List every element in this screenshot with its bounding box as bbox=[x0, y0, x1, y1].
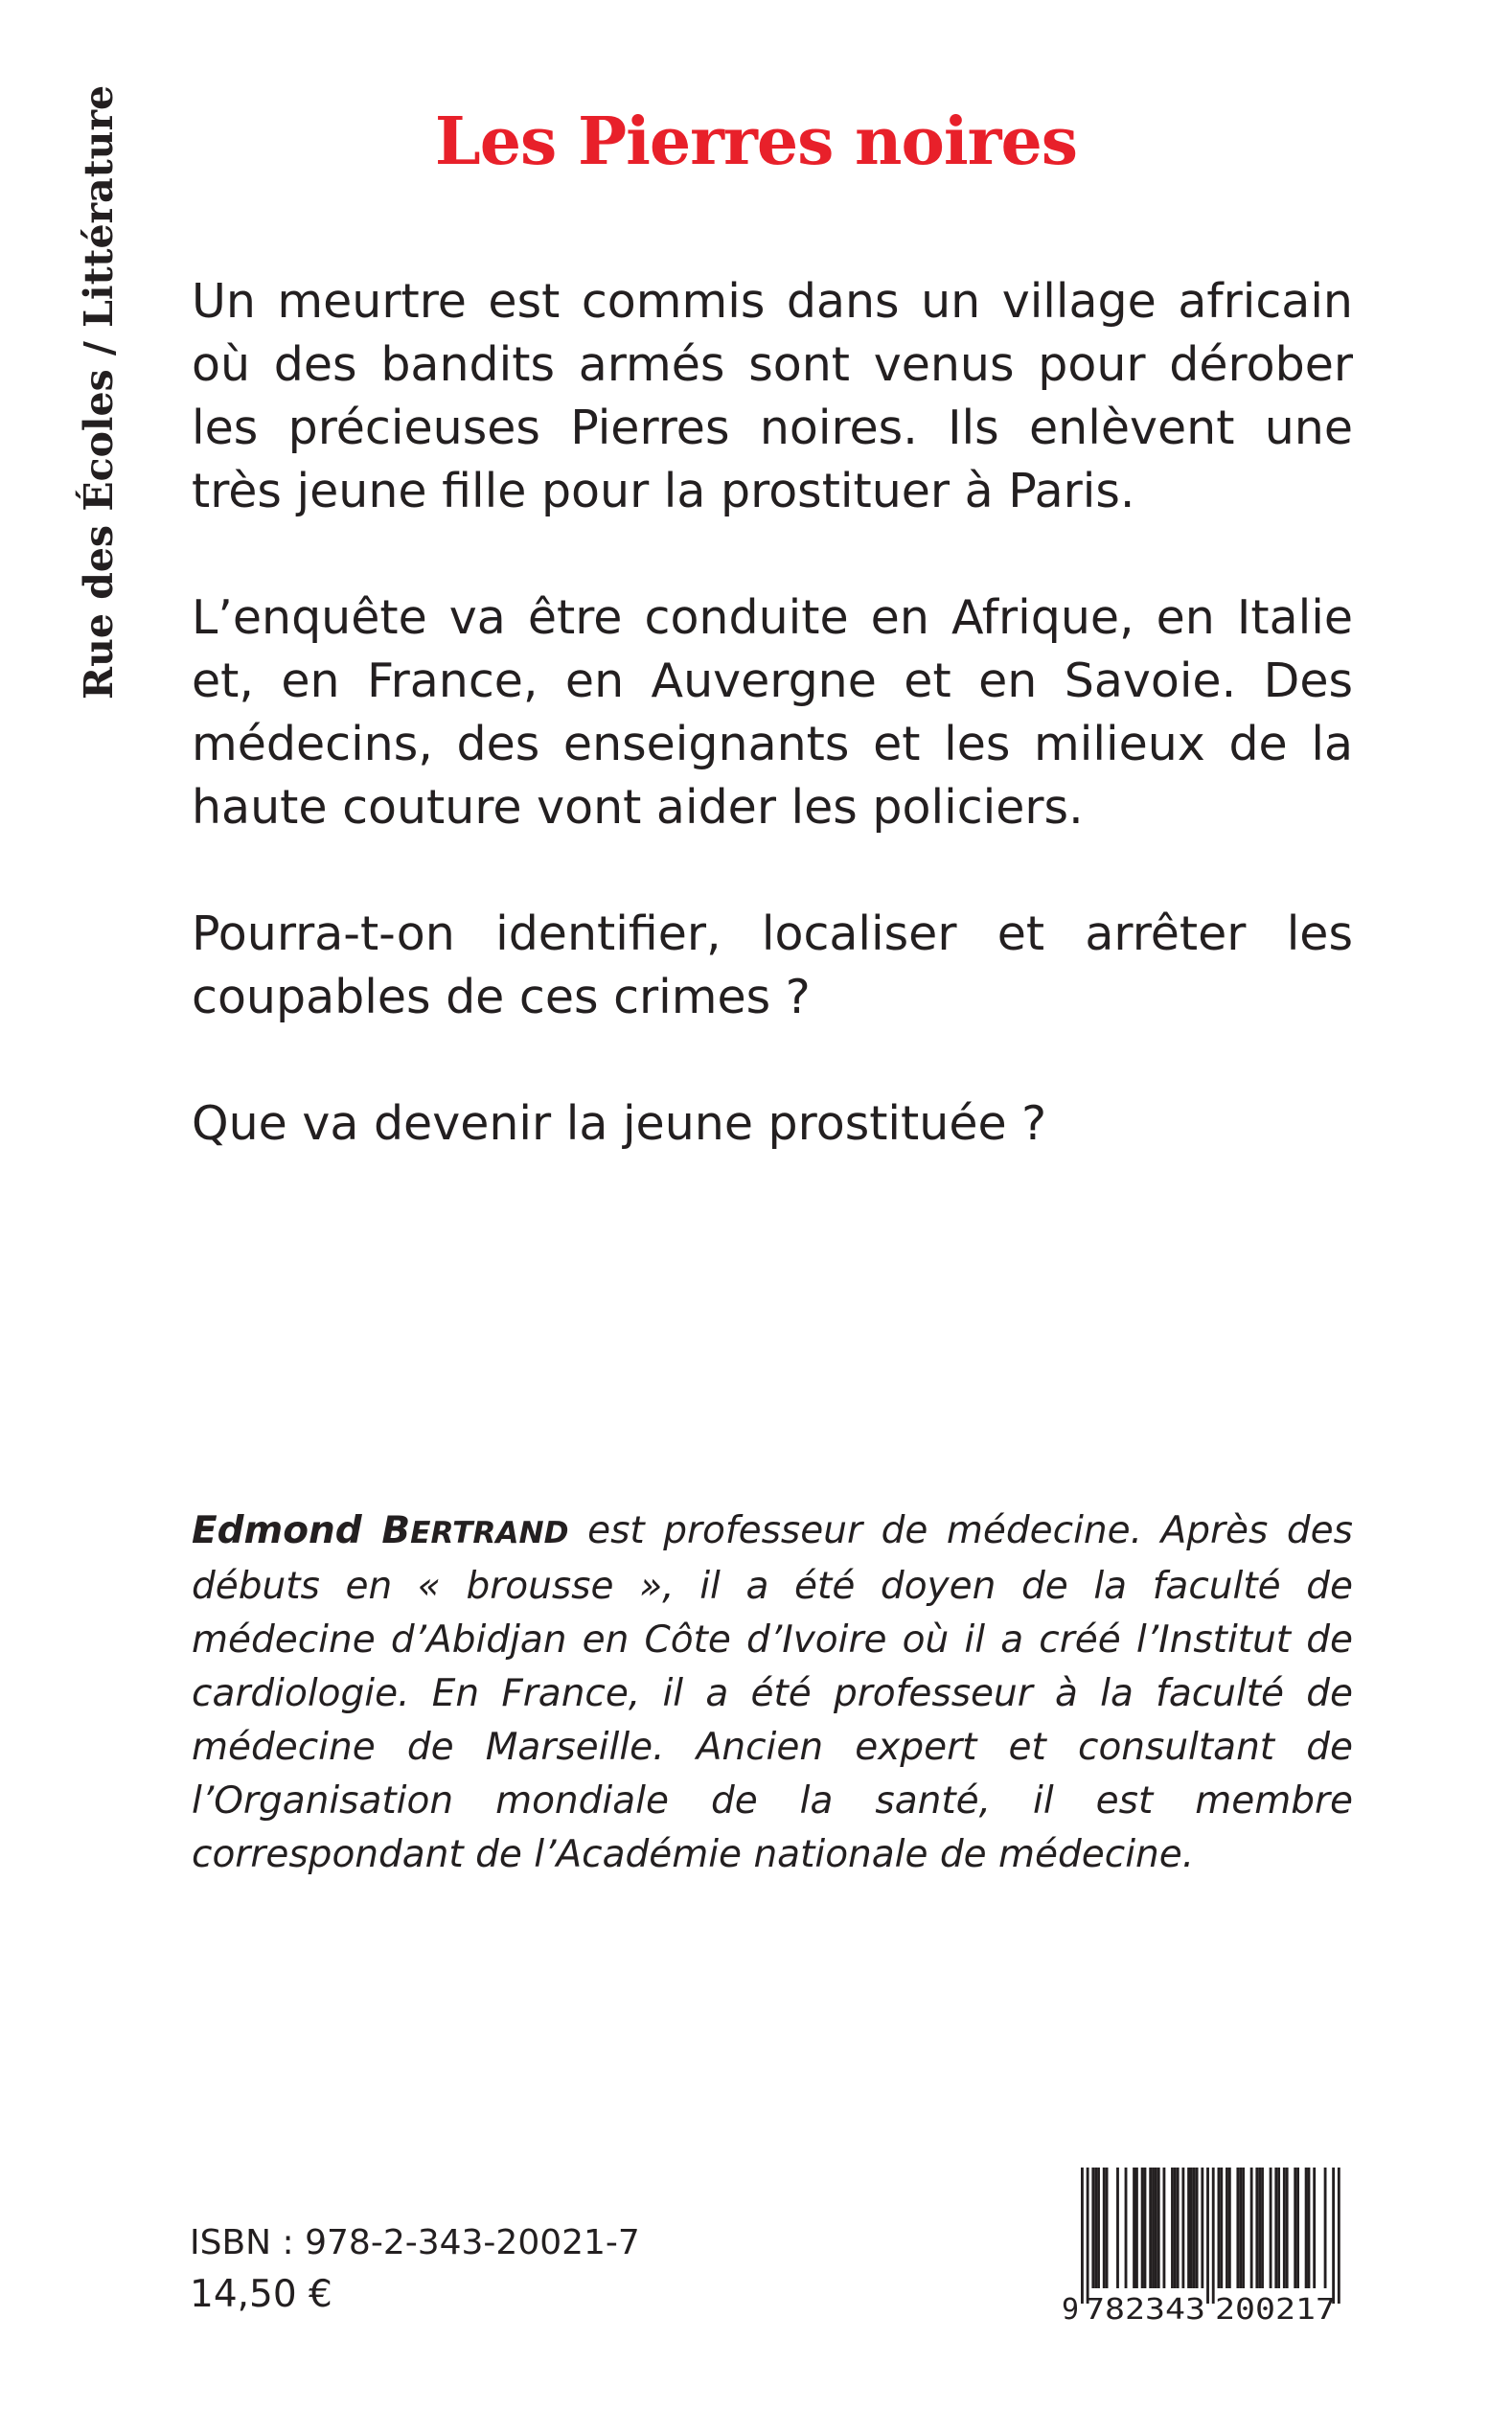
barcode-bar bbox=[1324, 2168, 1327, 2288]
barcode-bar bbox=[1226, 2168, 1228, 2288]
isbn: ISBN : 978-2-343-20021-7 bbox=[190, 2223, 640, 2262]
barcode-bar bbox=[1258, 2168, 1261, 2288]
barcode-bar bbox=[1270, 2168, 1272, 2288]
barcode-bar bbox=[1308, 2168, 1311, 2288]
barcode-bar bbox=[1332, 2168, 1335, 2304]
barcode-bar bbox=[1286, 2168, 1289, 2288]
barcode-bar bbox=[1116, 2168, 1119, 2288]
barcode-bar bbox=[1228, 2168, 1231, 2288]
barcode-bar bbox=[1187, 2168, 1190, 2288]
barcode-bar bbox=[1091, 2168, 1094, 2288]
author-bio-text: est professeur de médecine. Après des débuts en « brousse », il a été doyen de la faculté de médecine d’Abidjan en Côte d’Ivoire où il a créé l’Institut de cardiologie. En France, il a été professeur à la faculté de médecine de Marseille. Ancien expert et consultant de l’Organisation mondiale de la santé, il est membre correspondant de l’Académie nationale de médecine. bbox=[192, 1509, 1353, 1876]
barcode-bar bbox=[1296, 2168, 1299, 2288]
barcode-bar bbox=[1274, 2168, 1277, 2288]
price: 14,50 € bbox=[190, 2273, 332, 2316]
barcode-lead-digit: 9 bbox=[1062, 2293, 1080, 2323]
synopsis bbox=[192, 270, 1353, 1219]
barcode-bar bbox=[1242, 2168, 1245, 2288]
barcode-bar bbox=[1125, 2168, 1128, 2288]
barcode-bar bbox=[1144, 2168, 1147, 2288]
barcode-right-digits: 200217 bbox=[1215, 2293, 1336, 2323]
synopsis-paragraph: L’enquête va être conduite en Afrique, en Italie et, en France, en Auvergne et en Savoie. Des médecins, des enseignants et les milieux de la haute couture vont aider les policiers. bbox=[192, 590, 1353, 835]
barcode-bars bbox=[1081, 2168, 1340, 2304]
barcode-bar bbox=[1212, 2168, 1215, 2304]
author-name: Edmond BERTRAND bbox=[192, 1509, 569, 1552]
barcode-bar bbox=[1141, 2168, 1144, 2288]
barcode-bar bbox=[1239, 2168, 1242, 2288]
barcode-bar bbox=[1181, 2168, 1184, 2288]
barcode-bar bbox=[1255, 2168, 1258, 2288]
barcode-bar bbox=[1294, 2168, 1296, 2288]
barcode-bar bbox=[1174, 2168, 1177, 2288]
barcode-bar bbox=[1261, 2168, 1264, 2288]
barcode-bar bbox=[1220, 2168, 1223, 2288]
barcode-bar bbox=[1338, 2168, 1340, 2304]
barcode-bar bbox=[1177, 2168, 1180, 2288]
collection-label: Rue des Écoles / Littérature bbox=[76, 84, 122, 700]
barcode-bar bbox=[1097, 2168, 1100, 2288]
barcode-bar bbox=[1103, 2168, 1106, 2288]
barcode-bar bbox=[1201, 2168, 1203, 2288]
barcode-bar bbox=[1163, 2168, 1166, 2288]
barcode-bar bbox=[1218, 2168, 1221, 2288]
barcode-bar bbox=[1190, 2168, 1193, 2288]
barcode-bar bbox=[1193, 2168, 1196, 2288]
barcode-bar bbox=[1081, 2168, 1084, 2304]
barcode-bar bbox=[1250, 2168, 1253, 2288]
barcode-bar bbox=[1155, 2168, 1157, 2288]
book-title: Les Pierres noires bbox=[434, 103, 1078, 180]
barcode-bar bbox=[1106, 2168, 1109, 2288]
barcode-bar bbox=[1277, 2168, 1280, 2288]
barcode-bar bbox=[1152, 2168, 1155, 2288]
barcode-bar bbox=[1196, 2168, 1199, 2288]
barcode-bar bbox=[1305, 2168, 1308, 2288]
barcode-bar bbox=[1133, 2168, 1135, 2288]
barcode-bar bbox=[1087, 2168, 1089, 2304]
synopsis-paragraph: Pourra-t-on identifier, localiser et arrêter les coupables de ces crimes ? bbox=[192, 906, 1353, 1024]
author-bio bbox=[192, 1504, 1353, 1882]
synopsis-paragraph: Un meurtre est commis dans un village africain où des bandits armés sont venus pour dérober les précieuses Pierres noires. Ils enlèvent une très jeune fille pour la prostituer à Paris. bbox=[192, 274, 1353, 518]
barcode-bar bbox=[1236, 2168, 1239, 2288]
barcode-bar bbox=[1149, 2168, 1152, 2288]
barcode-bar bbox=[1171, 2168, 1174, 2288]
barcode-bar bbox=[1157, 2168, 1160, 2288]
synopsis-paragraph: Que va devenir la jeune prostituée ? bbox=[192, 1096, 1047, 1151]
barcode bbox=[1062, 2168, 1355, 2323]
barcode-bar bbox=[1313, 2168, 1316, 2288]
barcode-bar bbox=[1135, 2168, 1138, 2288]
barcode-bar bbox=[1283, 2168, 1286, 2288]
barcode-bar bbox=[1206, 2168, 1209, 2304]
barcode-bar bbox=[1094, 2168, 1097, 2288]
barcode-left-digits: 782343 bbox=[1085, 2293, 1205, 2323]
